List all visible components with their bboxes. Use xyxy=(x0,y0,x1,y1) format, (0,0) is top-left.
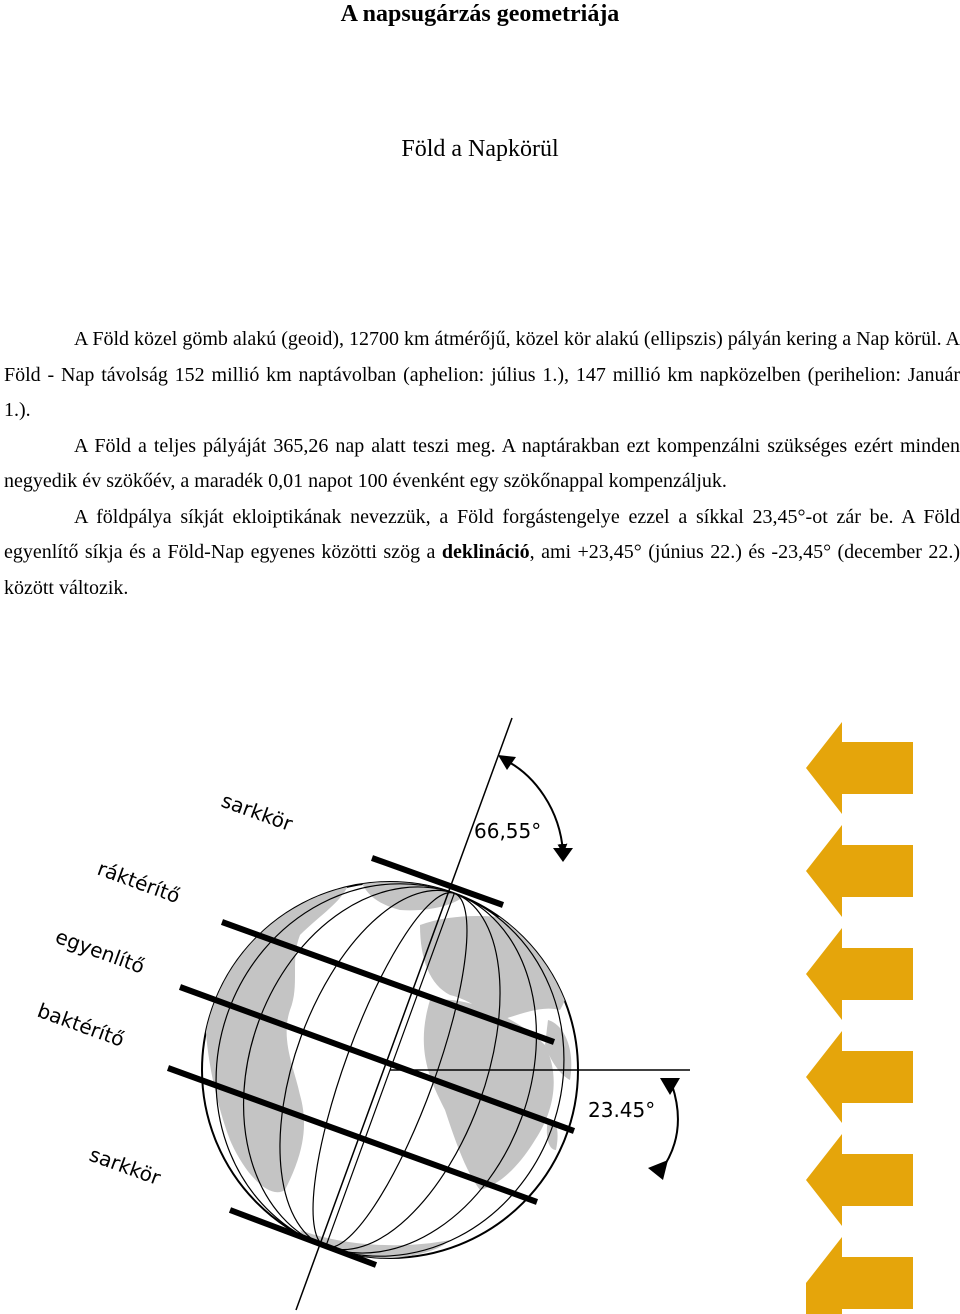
arrow-left-icon xyxy=(806,1134,913,1226)
label-antarctic-circle: sarkkör xyxy=(86,1142,164,1190)
label-angle-top: 66,55° xyxy=(474,819,542,843)
declination-term: deklináció xyxy=(441,541,530,563)
angle-arrow-bottom-start xyxy=(660,1078,680,1095)
document-body xyxy=(4,322,960,606)
globe xyxy=(160,823,620,1314)
paragraph-3-text-b: , ami +23,45° (június 22.) és -23,45° (december 22.) között változik. xyxy=(4,541,960,599)
page-title: A napsugárzás geometriája xyxy=(340,1,620,27)
arrow-left-icon xyxy=(806,825,913,917)
label-arctic-circle: sarkkör xyxy=(218,788,296,836)
label-angle-bottom: 23.45° xyxy=(588,1098,656,1122)
angle-arrow-bottom-end xyxy=(648,1160,668,1180)
arrow-left-icon xyxy=(806,928,913,1020)
arrow-left-icon xyxy=(806,722,913,814)
sun-rays xyxy=(806,722,913,1314)
paragraph-1: A Föld közel gömb alakú (geoid), 12700 km átmérőjű, közel kör alakú (ellipszis) pályán kering a Nap körül. A Föld - Nap távolság 152 millió km naptávolban (aphelion: július 1.), 147 millió km napközelben (perihelion: Január 1.). xyxy=(4,328,960,421)
label-equator: egyenlítő xyxy=(52,924,148,979)
label-tropic-of-cancer: ráktérítő xyxy=(94,856,184,909)
angle-arrow-top-end xyxy=(553,848,573,862)
angle-arc-bottom xyxy=(660,1085,678,1172)
paragraph-2: A Föld a teljes pályáját 365,26 nap alatt teszi meg. A naptárakban ezt kompenzálni szükséges ezért minden negyedik év szökőév, a maradék 0,01 napot 100 évenként egy szökőnappal kompenzáljuk. xyxy=(4,434,960,492)
paragraph-3-text-a: A földpálya síkját ekloiptikának nevezzük, a Föld forgástengelye ezzel a síkkal 23,45°-ot zár be. A Föld egyenlítő síkja és a Föld-Nap egyenes közötti szög a xyxy=(4,505,960,563)
angle-arrow-top-start xyxy=(498,755,516,770)
page-subtitle: Föld a Napkörül xyxy=(401,136,559,162)
arrow-left-icon xyxy=(806,1031,913,1123)
earth-sun-diagram xyxy=(0,700,960,1314)
arrow-left-icon xyxy=(806,1237,913,1314)
paragraph-3 xyxy=(4,500,960,607)
label-tropic-of-capricorn: baktérítő xyxy=(34,998,128,1052)
